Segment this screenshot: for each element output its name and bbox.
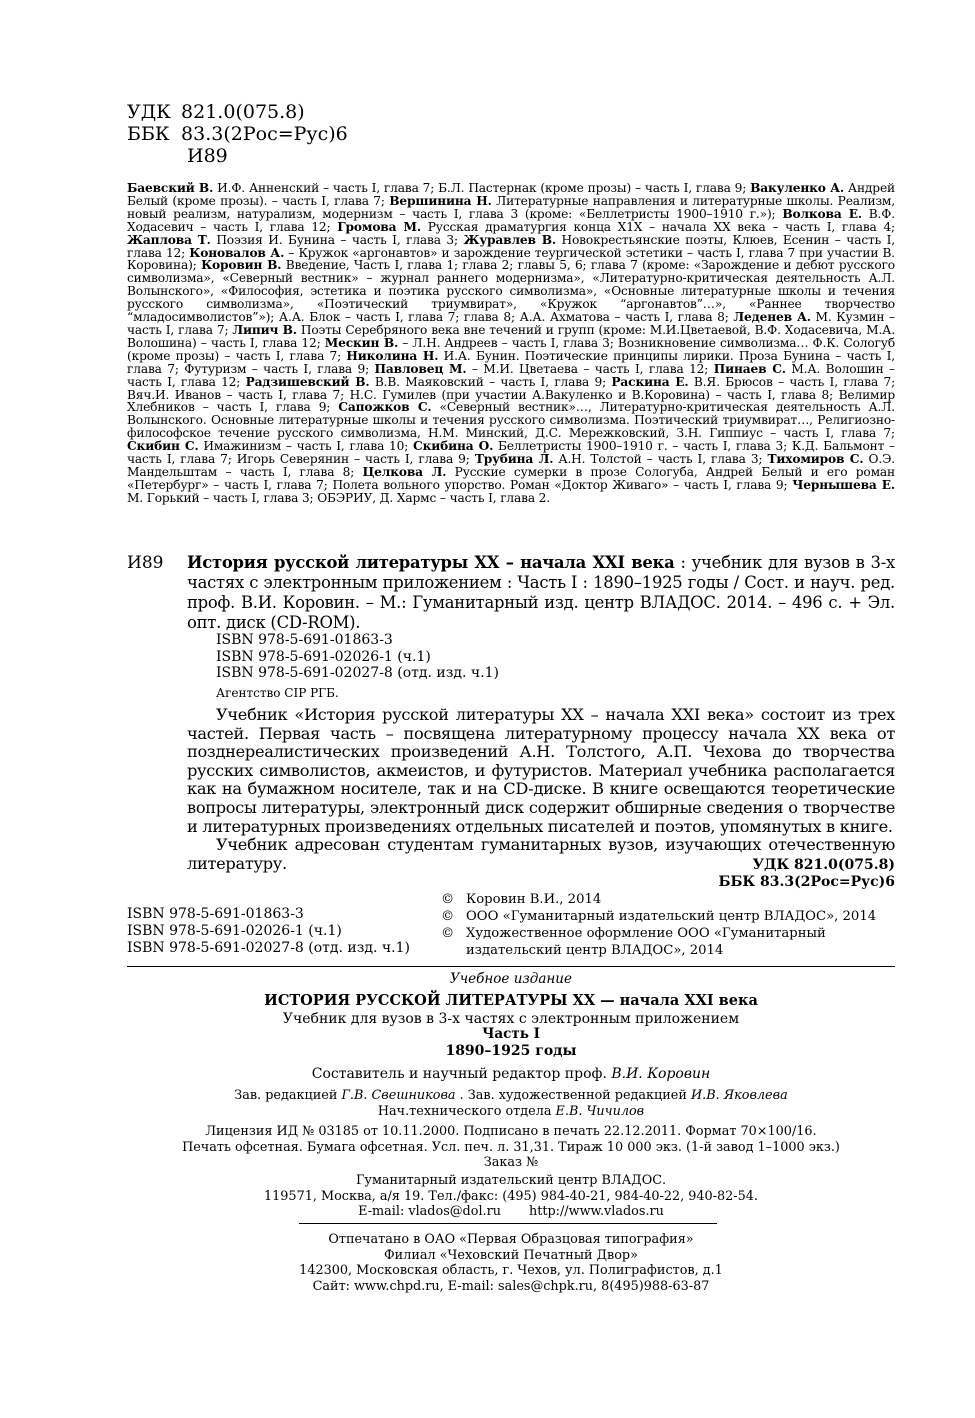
- author-contribution: – М.И. Цветаева – часть I, глава 12;: [466, 361, 714, 376]
- editor-name: Г.В. Свешникова: [341, 1088, 456, 1103]
- author-name: Мескин В.: [324, 335, 399, 350]
- authors-credits: [127, 182, 895, 505]
- author-contribution: Русская драматургия конца X1X – начала XX века – часть I, глава 4;: [420, 219, 896, 234]
- copyright-line-2: ООО «Гуманитарный издательский центр ВЛАДОС», 2014: [466, 909, 877, 924]
- author-name: Громова М.: [337, 219, 421, 234]
- colophon-title: ИСТОРИЯ РУССКОЙ ЛИТЕРАТУРЫ XX — начала XXI века: [264, 992, 758, 1009]
- colophon-part: Часть I: [482, 1026, 540, 1042]
- author-name: Сапожков С.: [338, 400, 432, 415]
- copyright-block: [441, 891, 896, 959]
- isbn-list-bottom: [127, 906, 410, 957]
- author-name: Скибина О.: [413, 439, 494, 454]
- annotation-paragraph-2: Учебник адресован студентам гуманитарных вузов, изучающих отечественную литературу.: [187, 835, 895, 873]
- bbk-right: ББК 83.3(2Рос=Рус)6: [718, 874, 895, 890]
- tech-name: Е.В. Чичилов: [555, 1104, 645, 1119]
- catalog-code: И89: [127, 553, 164, 573]
- compiler-name: В.И. Коровин: [611, 1066, 711, 1082]
- author-mark: И89: [187, 145, 228, 167]
- divider-top: [127, 966, 895, 967]
- author-name: Николина Н.: [346, 348, 439, 363]
- author-contribution: М. Кузмин – часть I, глава 7;: [127, 310, 895, 337]
- author-contribution: – Кружок «аргонавтов» и зарождение теургической эстетики – часть I, глава 7 при участии В. Коровина);: [127, 245, 896, 273]
- editor-prefix: Зав. редакцией: [234, 1088, 338, 1103]
- annotation: [187, 706, 895, 873]
- author-contribution: Поэзия И. Бунина – часть I, глава 3;: [210, 232, 464, 247]
- printer-branch: Филиал «Чеховский Печатный Двор»: [384, 1247, 638, 1263]
- author-contribution: «Северный вестник»…, Литературно-критическая деятельность А.Л. Волынского. Основные литературные школы и течения русского символизма. Поэтический триумвират…, Религиозно-философское течение русского символизма, Н.М. Минский, Д.С. Мережковский, З.Н. Гиппиус – часть I, глава 7;: [127, 400, 896, 441]
- publisher-name: Гуманитарный издательский центр ВЛАДОС.: [355, 1173, 667, 1188]
- catalog-isbn-3: ISBN 978-5-691-02027-8 (отд. изд. ч.1): [216, 665, 499, 681]
- author-name: Коровин В.: [201, 258, 282, 273]
- author-contribution: – Л.Н. Андреев – часть I, глава 3; Возникновение символизма… Ф.К. Сологуб (кроме прозы) – часть I, глава 7;: [127, 335, 896, 363]
- author-name: Баевский В.: [127, 181, 214, 195]
- isbn-bottom-1: ISBN 978-5-691-01863-3: [127, 906, 304, 922]
- author-name: Вакуленко А.: [750, 181, 844, 195]
- author-name: Волкова Е.: [782, 206, 862, 221]
- isbn-bottom-3: ISBN 978-5-691-02027-8 (отд. изд. ч.1): [127, 940, 410, 956]
- compiler-line: [127, 1066, 895, 1082]
- printer-contacts: Сайт: www.chpd.ru, E-mail: sales@chpk.ru, 8(495)988-63-87: [312, 1278, 710, 1294]
- author-name: Леденев А.: [733, 310, 811, 325]
- isbn-bottom-2: ISBN 978-5-691-02026-1 (ч.1): [127, 923, 342, 939]
- author-contribution: А.Н. Толстой – часть I, глава 3;: [553, 452, 768, 467]
- classification-block: [127, 101, 348, 167]
- catalog-isbn-2: ISBN 978-5-691-02026-1 (ч.1): [216, 648, 431, 665]
- author-name: Радзишевский В.: [245, 374, 370, 389]
- udk-right: УДК 821.0(075.8): [752, 857, 895, 873]
- printed-at: Отпечатано в ОАО «Первая Образцовая типография»: [328, 1232, 694, 1247]
- author-name: Раскина Е.: [611, 374, 689, 389]
- compiler-prefix: Составитель и научный редактор проф.: [311, 1066, 607, 1082]
- author-name: Журавлев В.: [463, 232, 556, 247]
- printer-block: [127, 1232, 895, 1294]
- author-contribution: В.Я. Брюсов – часть I, глава 7; Вяч.И. Иванов – часть I, глава 7; Н.С. Гумилев (при участии А.Вакуленко и В.Коровина) – часть I, глава 8; Велимир Хлебников – часть I, глава 9;: [127, 374, 896, 415]
- author-name: Трубина Л.: [474, 452, 554, 467]
- udk-value: 821.0(075.8): [181, 101, 305, 123]
- copyright-line-3: Художественное оформление ООО «Гуманитарный издательский центр ВЛАДОС», 2014: [466, 926, 826, 958]
- author-contribution: Андрей Белый (кроме прозы). – часть I, глава 7;: [127, 181, 895, 208]
- cip-agency: Агентство CIP РГБ.: [216, 685, 339, 700]
- author-name: Жаплова Т.: [127, 232, 211, 247]
- publisher-email: E-mail: vlados@dol.ru: [358, 1204, 501, 1219]
- publisher-block: [127, 1173, 895, 1220]
- publisher-website: http://www.vlados.ru: [528, 1204, 664, 1219]
- license-block: [127, 1124, 895, 1171]
- author-contribution: Новокрестьянские поэты, Клюев, Есенин – часть I, глава 12;: [127, 232, 895, 260]
- catalog-title: История русской литературы XX – начала XXI века: [187, 553, 675, 572]
- bbk-label: ББК: [127, 123, 170, 145]
- author-name: Целкова Л.: [362, 464, 447, 479]
- license-line: Лицензия ИД № 03185 от 10.11.2000. Подписано в печать 22.12.2011. Формат 70×100/16.: [205, 1124, 817, 1139]
- author-name: Павловец М.: [374, 361, 467, 376]
- author-name: Вершинина Н.: [389, 193, 492, 208]
- publisher-address: 119571, Москва, а/я 19. Тел./факс: (495) 984-40-21, 984-40-22, 940-82-54.: [264, 1188, 758, 1204]
- edition-type: Учебное издание: [450, 971, 572, 987]
- author-contribution: Беллетристы 1900–1910 г. – часть I, глава 3; К.Д. Бальмонт – часть I, глава 7; Игорь Северянин – часть I, глава 9;: [127, 439, 895, 467]
- order-line: Заказ №: [483, 1155, 539, 1171]
- author-contribution: И.А. Бунин. Поэтические принципы лирики. Проза Бунина – часть I, глава 7; Футуризм – часть I, глава 9;: [127, 348, 895, 376]
- copyright-icon: ©: [441, 926, 455, 941]
- bbk-value: 83.3(2Рос=Рус)6: [181, 123, 348, 145]
- catalog-description: : учебник для вузов в 3-х частях с электронным приложением : Часть I : 1890–1925 годы / Сост. и науч. ред. проф. В.И. Коровин. – М.: Гуманитарный изд. центр ВЛАДОС. 2014. – 496 с. + Эл. опт. диск (CD-ROM).: [187, 553, 895, 632]
- author-contribution: Имажинизм – часть I, глава 10;: [198, 439, 414, 454]
- author-contribution: О.Э. Мандельштам – часть I, глава 8;: [127, 452, 895, 479]
- author-name: Тихомиров С.: [767, 452, 864, 467]
- art-editor-prefix: . Зав. художественной редакцией: [459, 1088, 687, 1103]
- editors-block: [127, 1088, 895, 1120]
- copyright-icon: ©: [441, 892, 455, 907]
- printer-address: 142300, Московская область, г. Чехов, ул. Полиграфистов, д.1: [299, 1263, 723, 1279]
- author-contribution: М.А. Волошин – часть I, глава 12;: [127, 361, 895, 389]
- colophon-subtitle: Учебник для вузов в 3-х частях с электронным приложением: [282, 1011, 740, 1027]
- author-contribution: Введение, Часть I, глава 1; глава 2; главы 5, 6; глава 7 (кроме: «Зарождение и дебют русского символизма», «Северный вестник» – журнал раннего модернизма», «Литературно-критическая деятельность А.Л. Волынского», «Философия, эстетика и поэтика русского символизма», «Основные литературные школы и течения русского символизма», «Поэтический триумвират», «Кружок “аргонавтов”…», «Раннее творчество “младосимволистов”»); А.А. Блок – часть I, глава 7; глава 8; А.А. Ахматова – часть I, глава 8;: [127, 258, 895, 325]
- copyright-line-1: Коровин В.И., 2014: [466, 892, 602, 907]
- art-editor-name: И.В. Яковлева: [691, 1088, 788, 1103]
- author-contribution: М. Горький – часть I, глава 3; ОБЭРИУ, Д. Хармс – часть I, глава 2.: [127, 490, 551, 505]
- author-contribution: В.Ф. Ходасевич – часть I, глава 12;: [127, 206, 895, 234]
- author-contribution: Поэты Серебряного века вне течений и групп (кроме: М.И.Цветаевой, В.Ф. Ходасевича, М.А. Волошина) – часть I, глава 12;: [127, 322, 895, 350]
- annotation-paragraph-1: Учебник «История русской литературы XX – начала XXI века» состоит из трех частей. Первая часть – посвящена литературному процессу начала XX века от позднереалистических произведений А.Н. Толстого, А.П. Чехова до творчества русских символистов, акмеистов, и футуристов. Материал учебника располагается как на бумажном носителе, так и на CD-диске. В книге освещаются теоретические вопросы литературы, электронный диск содержит обширные сведения о творчестве и литературных произведениях отдельных писателей и поэтов, упомянутых в книге.: [187, 705, 895, 836]
- udk-label: УДК: [127, 101, 171, 123]
- author-name: Липич В.: [232, 322, 297, 337]
- colophon-years: 1890–1925 годы: [445, 1043, 577, 1059]
- classification-right: [620, 857, 895, 891]
- author-contribution: Русские сумерки в прозе Сологуба, Андрей Белый и его роман «Петербург» – часть I, глава 7; Полета вольного упорство. Роман «Доктор Живаго» – часть I, глава 9;: [127, 464, 895, 492]
- print-info-line: Печать офсетная. Бумага офсетная. Усл. печ. л. 31,31. Тираж 10 000 экз. (1-й завод 1–1000 экз.): [182, 1139, 840, 1155]
- catalog-isbn-1: ISBN 978-5-691-01863-3: [216, 632, 393, 648]
- divider-bottom: [299, 1223, 717, 1224]
- catalog-entry: [187, 553, 895, 633]
- tech-prefix: Нач.технического отдела: [377, 1104, 552, 1119]
- author-contribution: В.В. Маяковский – часть I, глава 9;: [369, 374, 612, 389]
- catalog-isbn-list: [216, 632, 499, 701]
- author-contribution: Литературные направления и литературные школы. Реализм, новый реализм, натурализм, модернизм – часть I, глава 3 (кроме: «Беллетристы 1900–1910 г.»);: [127, 193, 895, 221]
- copyright-icon: ©: [441, 909, 455, 924]
- author-contribution: И.Ф. Анненский – часть I, глава 7; Б.Л. Пастернак (кроме прозы) – часть I, глава 9;: [213, 181, 751, 195]
- author-name: Скибин С.: [127, 439, 199, 454]
- author-name: Чернышева Е.: [792, 477, 896, 492]
- author-name: Пинаев С.: [713, 361, 786, 376]
- author-name: Коновалов А.: [189, 245, 285, 260]
